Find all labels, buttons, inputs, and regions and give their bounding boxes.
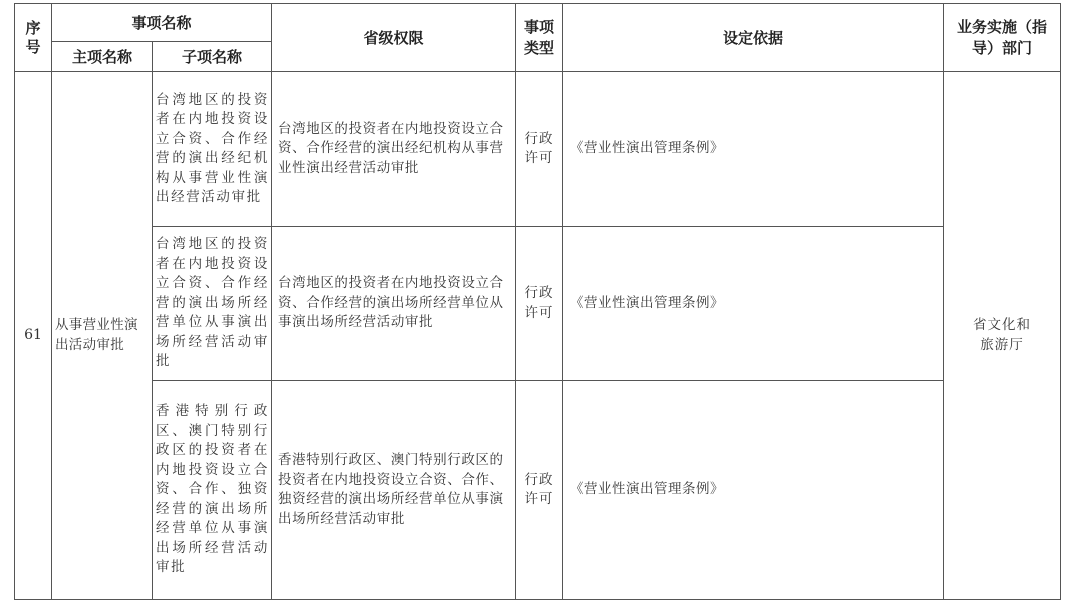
approval-items-table — [14, 3, 1061, 600]
row-authority: 台湾地区的投资者在内地投资设立合资、合作经营的演出场所经营单位从事演出场所经营活动审批 — [272, 227, 516, 381]
row-sub-name: 香港特别行政区、澳门特别行政区的投资者在内地投资设立合资、合作、独资经营的演出场所经营单位从事演出场所经营活动审批 — [153, 381, 272, 600]
row-item-type: 行政许可 — [516, 72, 563, 227]
table-header — [15, 4, 1061, 72]
row-basis: 《营业性演出管理条例》 — [563, 72, 944, 227]
header-sub-name: 子项名称 — [153, 42, 272, 72]
header-basis: 设定依据 — [563, 4, 944, 72]
row-authority: 台湾地区的投资者在内地投资设立合资、合作经营的演出经纪机构从事营业性演出经营活动审批 — [272, 72, 516, 227]
table-row — [15, 72, 1061, 227]
row-dept: 省文化和旅游厅 — [944, 72, 1061, 600]
row-item-type: 行政许可 — [516, 381, 563, 600]
row-basis: 《营业性演出管理条例》 — [563, 227, 944, 381]
row-basis: 《营业性演出管理条例》 — [563, 381, 944, 600]
table-row — [15, 381, 1061, 600]
row-sub-name: 台湾地区的投资者在内地投资设立合资、合作经营的演出场所经营单位从事演出场所经营活动审批 — [153, 227, 272, 381]
header-item-name: 事项名称 — [52, 4, 272, 42]
row-seq: 61 — [15, 72, 52, 600]
table-row — [15, 227, 1061, 381]
row-authority: 香港特别行政区、澳门特别行政区的投资者在内地投资设立合资、合作、独资经营的演出场所经营单位从事演出场所经营活动审批 — [272, 381, 516, 600]
row-main-name: 从事营业性演出活动审批 — [52, 72, 153, 600]
header-dept: 业务实施（指导）部门 — [944, 4, 1061, 72]
header-main-name: 主项名称 — [52, 42, 153, 72]
header-authority: 省级权限 — [272, 4, 516, 72]
header-seq: 序号 — [15, 4, 52, 72]
approval-items-table-page — [14, 3, 1060, 600]
row-sub-name: 台湾地区的投资者在内地投资设立合资、合作经营的演出经纪机构从事营业性演出经营活动审批 — [153, 72, 272, 227]
row-item-type: 行政许可 — [516, 227, 563, 381]
table-body — [15, 72, 1061, 600]
header-item-type: 事项类型 — [516, 4, 563, 72]
